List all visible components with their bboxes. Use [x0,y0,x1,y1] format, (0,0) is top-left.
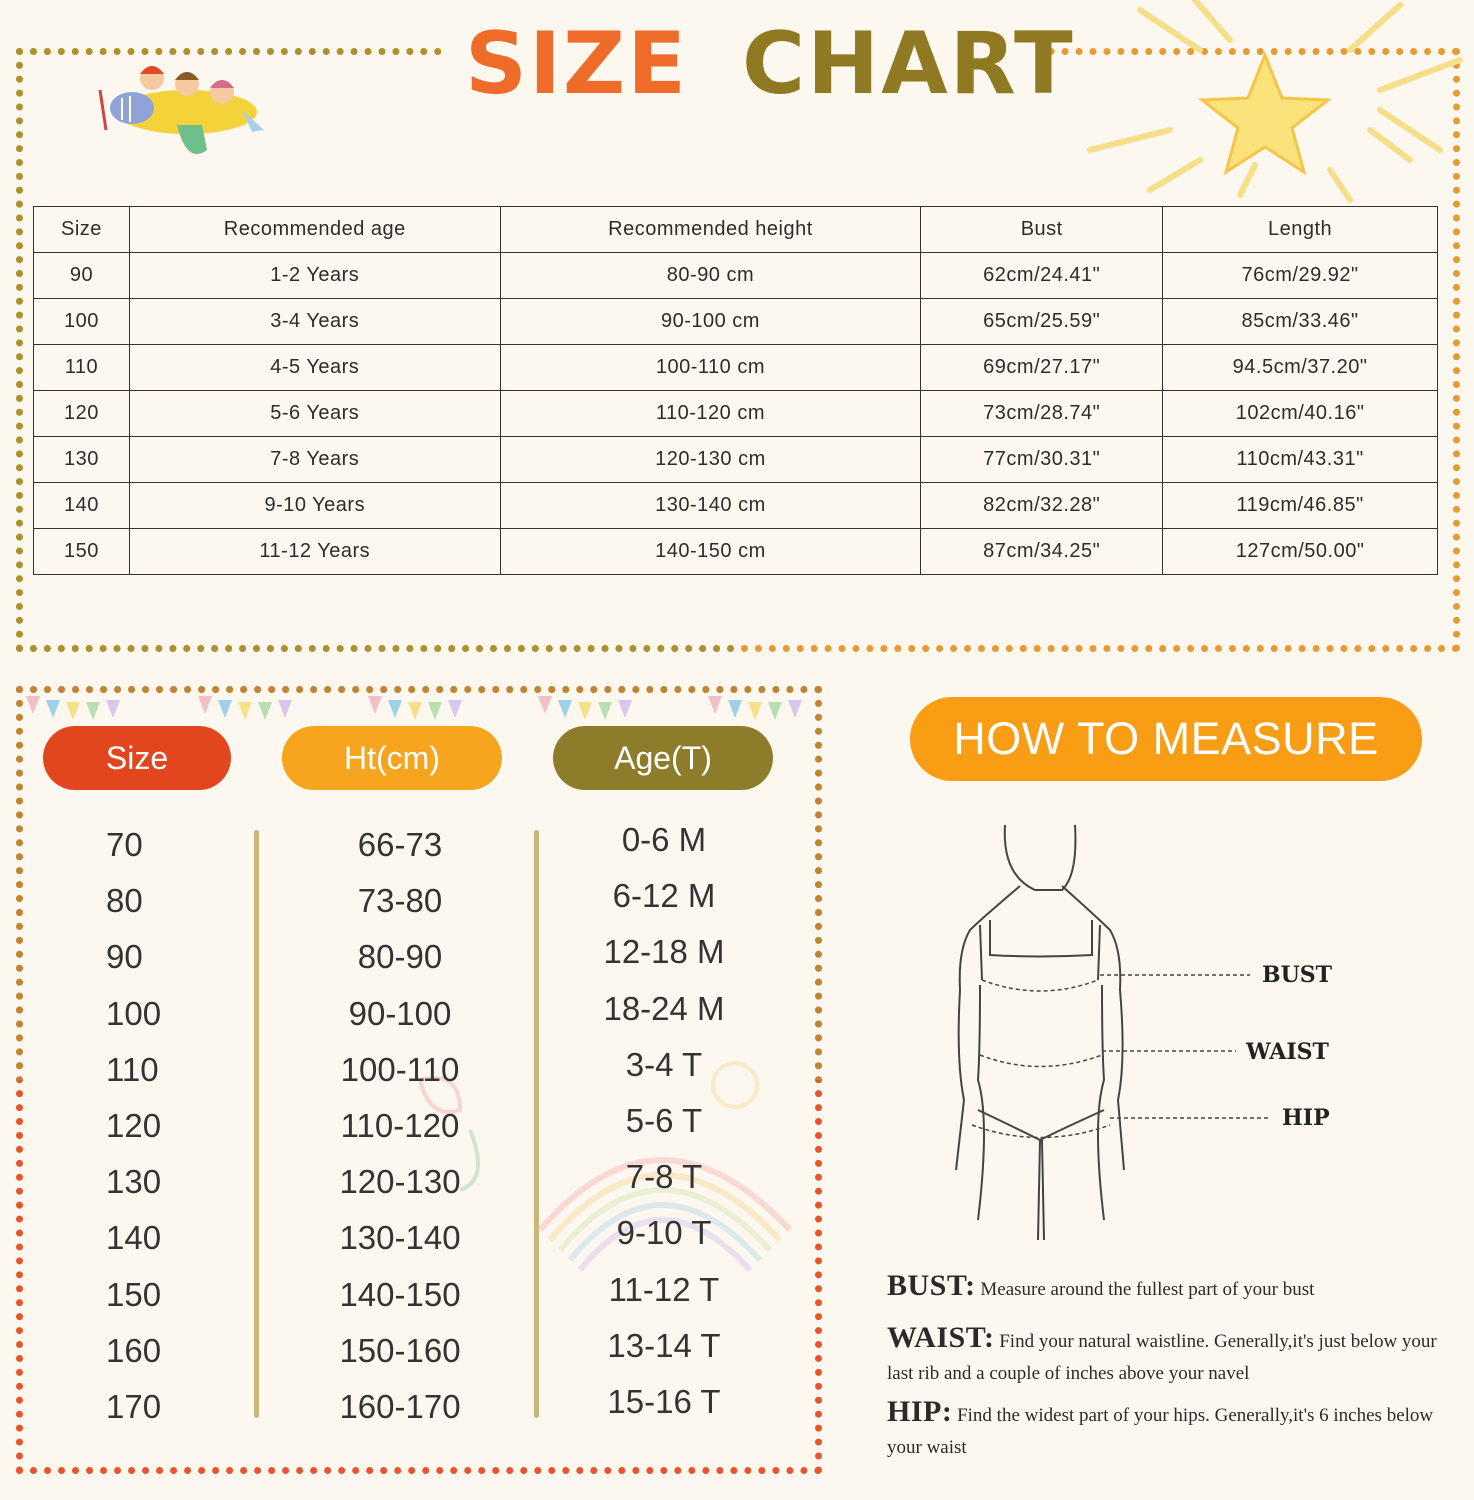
list-item: 80 [106,882,143,920]
cell-length: 127cm/50.00" [1163,529,1438,575]
header-bust: Bust [921,207,1163,253]
cell-length: 110cm/43.31" [1163,437,1438,483]
list-item: 13-14 T [607,1326,721,1364]
cell-bust: 77cm/30.31" [921,437,1163,483]
height-pill-header: Ht(cm) [282,726,502,790]
table-row [34,253,1438,299]
cell-length: 85cm/33.46" [1163,299,1438,345]
cell-length: 76cm/29.92" [1163,253,1438,299]
waist-text: Find your natural waistline. Generally,it's just below your last rib and a couple of inches above your navel [887,1331,1437,1384]
list-item: 100-110 [340,1050,460,1088]
cell-height: 110-120 cm [500,391,921,437]
column-divider [534,830,539,1418]
list-item: 9-10 T [616,1214,712,1252]
table-row [34,391,1438,437]
bust-term: BUST: [887,1269,976,1302]
cell-height: 140-150 cm [500,529,921,575]
cell-age: 3-4 Years [129,299,500,345]
list-item: 5-6 T [625,1101,703,1139]
cell-size: 130 [34,437,130,483]
list-item: 12-18 M [603,933,725,971]
list-item: 130-140 [339,1219,461,1257]
cell-age: 5-6 Years [129,391,500,437]
list-item: 66-73 [357,826,443,863]
list-item: 150-160 [339,1331,461,1369]
list-item: 90-100 [348,994,452,1032]
list-item: 140 [106,1219,162,1257]
table-row [34,345,1438,391]
hip-term: HIP: [887,1395,953,1428]
list-item: 120-130 [339,1163,461,1201]
list-item: 73-80 [357,882,443,920]
title-word-size: SIZE [465,14,689,114]
list-item: 15-16 T [607,1382,721,1420]
cell-age: 4-5 Years [129,345,500,391]
list-item: 140-150 [339,1275,461,1313]
list-item: 170 [106,1387,162,1425]
list-item: 160-170 [339,1387,461,1425]
cell-height: 80-90 cm [500,253,921,299]
list-item: 80-90 [357,938,443,976]
title-word-chart: CHART [742,14,1075,114]
cell-size: 150 [34,529,130,575]
list-item: 160 [106,1331,162,1369]
list-item: 11-12 T [608,1270,720,1308]
table-row [34,437,1438,483]
age-column [564,812,764,1430]
waist-description [887,1322,1447,1390]
list-item: 18-24 M [603,989,725,1027]
list-item: 130 [106,1163,162,1201]
bust-label: BUST [1262,962,1333,988]
cell-size: 140 [34,483,130,529]
cell-height: 100-110 cm [500,345,921,391]
waist-term: WAIST: [887,1321,995,1354]
table-header-row [34,207,1438,253]
cell-length: 94.5cm/37.20" [1163,345,1438,391]
cell-height: 90-100 cm [500,299,921,345]
bunting-flags-decoration [22,692,818,726]
cell-bust: 87cm/34.25" [921,529,1163,575]
star-illustration [1080,0,1474,200]
list-item: 120 [106,1106,162,1144]
cell-bust: 62cm/24.41" [921,253,1163,299]
waist-label: WAIST [1246,1039,1329,1065]
column-divider [254,830,259,1418]
cell-age: 1-2 Years [129,253,500,299]
hip-label: HIP [1282,1105,1330,1131]
hip-text: Find the widest part of your hips. Generally,it's 6 inches below your waist [887,1405,1434,1458]
cell-bust: 65cm/25.59" [921,299,1163,345]
bust-text: Measure around the fullest part of your bust [980,1279,1315,1300]
size-chart-title [465,14,1075,114]
size-pill-header: Size [43,726,231,790]
age-pill-header: Age(T) [553,726,773,790]
cell-height: 130-140 cm [500,483,921,529]
header-recommended-height: Recommended height [500,207,921,253]
list-item: 150 [106,1275,162,1313]
cell-bust: 73cm/28.74" [921,391,1163,437]
header-length: Length [1163,207,1438,253]
list-item: 90 [106,938,143,976]
size-column [106,817,226,1435]
list-item: 6-12 M [612,877,716,915]
list-item: 110-120 [340,1106,460,1144]
header-size: Size [34,207,130,253]
cell-age: 9-10 Years [129,483,500,529]
table-row [34,299,1438,345]
list-item: 7-8 T [625,1158,703,1196]
cell-age: 7-8 Years [129,437,500,483]
list-item: 0-6 M [621,821,707,858]
height-column [300,817,500,1435]
list-item: 3-4 T [625,1045,703,1083]
cell-size: 110 [34,345,130,391]
hip-description [887,1396,1447,1464]
cell-size: 120 [34,391,130,437]
how-to-measure-title: HOW TO MEASURE [910,697,1422,781]
list-item: 110 [106,1050,159,1088]
body-outline-illustration [950,820,1270,1240]
cell-size: 90 [34,253,130,299]
list-item: 100 [106,994,162,1032]
airplane-kids-illustration [92,40,272,170]
list-item: 70 [106,826,143,863]
table-row [34,529,1438,575]
cell-length: 119cm/46.85" [1163,483,1438,529]
cell-size: 100 [34,299,130,345]
cell-age: 11-12 Years [129,529,500,575]
cell-bust: 82cm/32.28" [921,483,1163,529]
bust-description [887,1270,1447,1306]
cell-bust: 69cm/27.17" [921,345,1163,391]
cell-length: 102cm/40.16" [1163,391,1438,437]
cell-height: 120-130 cm [500,437,921,483]
header-recommended-age: Recommended age [129,207,500,253]
size-table [33,206,1438,575]
table-row [34,483,1438,529]
